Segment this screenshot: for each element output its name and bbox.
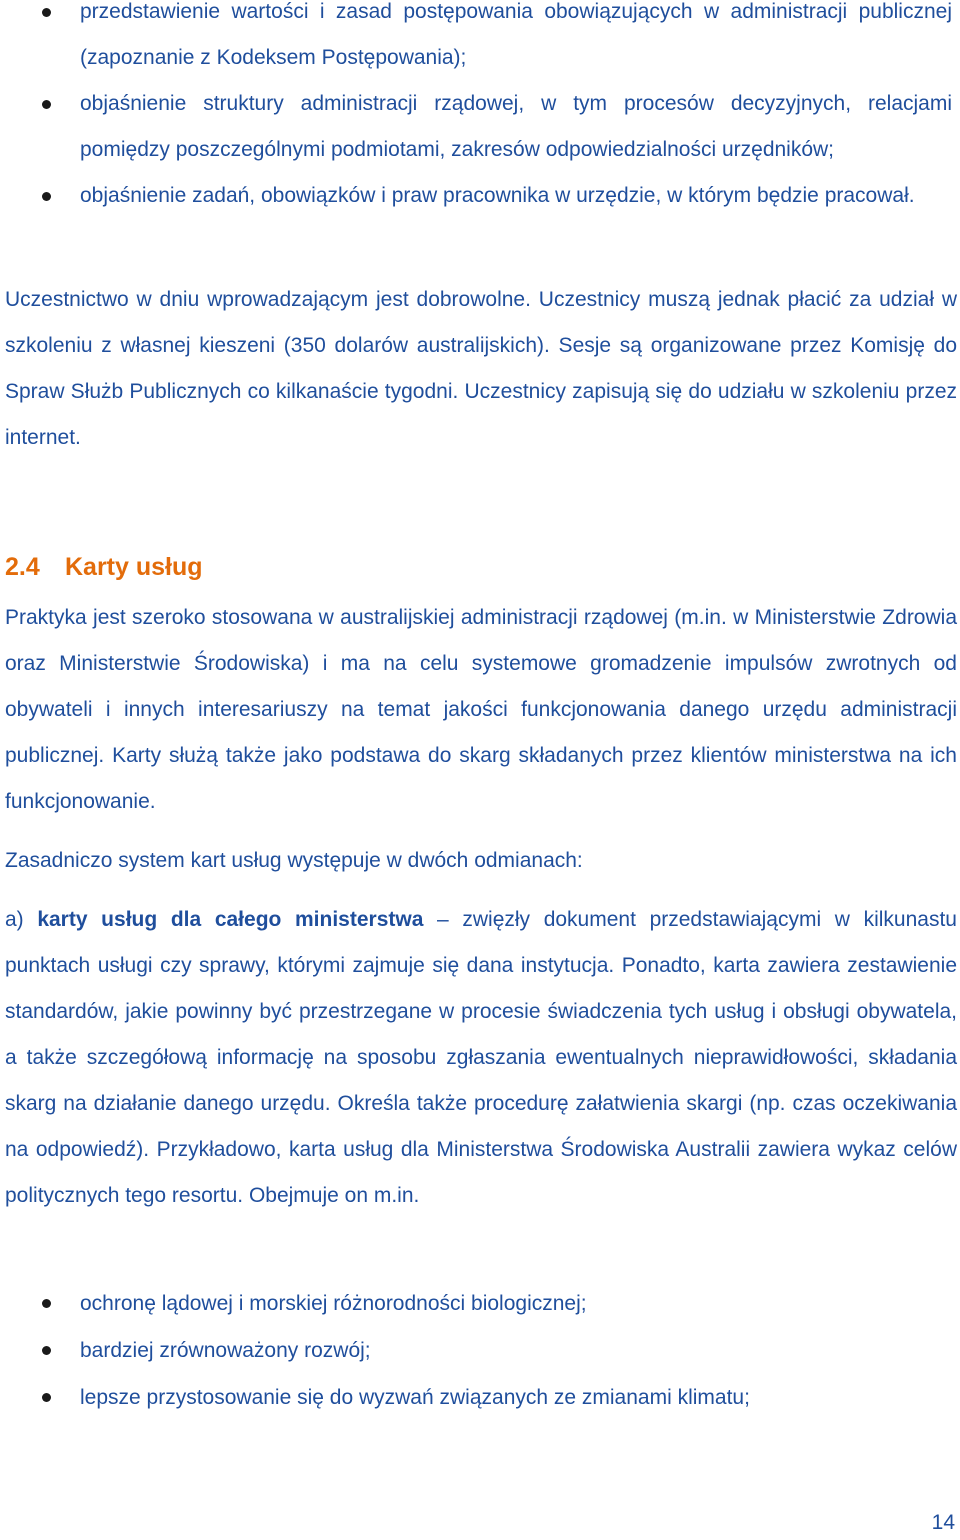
list-item — [0, 0, 960, 81]
list-item-text: objaśnienie struktury administracji rządowej, w tym procesów decyzyjnych, relacjami pomiędzy poszczególnymi podmiotami, zakresów odpowiedzialności urzędników; — [80, 92, 952, 161]
list-item-text: lepsze przystosowanie się do wyzwań związanych ze zmianami klimatu; — [80, 1386, 750, 1409]
list-item-text: bardziej zrównoważony rozwój; — [80, 1339, 371, 1362]
list-item — [0, 173, 960, 219]
section-number: 2.4 — [5, 553, 40, 581]
paragraph-variant-a — [5, 897, 957, 1219]
page-number: 14 — [931, 1511, 955, 1534]
list-item — [0, 1374, 960, 1421]
variant-prefix: a) — [5, 908, 38, 931]
paragraph-participation: Uczestnictwo w dniu wprowadzającym jest dobrowolne. Uczestnicy muszą jednak płacić za udział w szkoleniu z własnej kieszeni (350 dolarów australijskich). Sesje są organizowane przez Komisję do Spraw Służb Publicznych co kilkanaście tygodni. Uczestnicy zapisują się do udziału w szkoleniu przez internet. — [5, 288, 957, 449]
variant-description: – zwięzły dokument przedstawiającymi w kilkunastu punktach usługi czy sprawy, którymi zajmuje się dana instytucja. Ponadto, karta zawiera zestawienie standardów, jakie powinny być przestrzegane w procesie świadczenia tych usług i obsługi obywatela, a także szczegółową informację na sposobu zgłaszania ewentualnych nieprawidłowości, składania skarg na działanie danego urzędu. Określa także procedurę załatwienia skargi (np. czas oczekiwania na odpowiedź). Przykładowo, karta usług dla Ministerstwa Środowiska Australii zawiera wykaz celów politycznych tego resortu. Obejmuje on m.in. — [5, 908, 957, 1207]
list-item — [0, 1327, 960, 1374]
list-item — [0, 81, 960, 173]
list-item — [0, 1280, 960, 1327]
bullet-icon — [42, 192, 51, 201]
paragraph-variants: Zasadniczo system kart usług występuje w dwóch odmianach: — [5, 849, 583, 872]
bullet-list-bottom — [0, 1280, 960, 1421]
list-item-text: przedstawienie wartości i zasad postępowania obowiązujących w administracji publicznej (zapoznanie z Kodeksem Postępowania); — [80, 0, 952, 69]
bullet-icon — [42, 100, 51, 109]
variant-bold-term: karty usług dla całego ministerstwa — [37, 908, 424, 931]
section-title: Karty usług — [65, 553, 203, 581]
section-heading — [5, 544, 203, 590]
bullet-icon — [42, 1299, 51, 1308]
paragraph-practice: Praktyka jest szeroko stosowana w australijskiej administracji rządowej (m.in. w Ministerstwie Zdrowia oraz Ministerstwie Środowiska) i ma na celu systemowe gromadzenie impulsów zwrotnych od obywateli i innych interesariuszy na temat jakości funkcjonowania danego urzędu administracji publicznej. Karty służą także jako podstawa do skarg składanych przez klientów ministerstwa na ich funkcjonowanie. — [5, 606, 957, 813]
bullet-list-top — [0, 0, 960, 219]
list-item-text: objaśnienie zadań, obowiązków i praw pracownika w urzędzie, w którym będzie pracował. — [80, 184, 915, 207]
bullet-icon — [42, 1346, 51, 1355]
bullet-icon — [42, 1393, 51, 1402]
list-item-text: ochronę lądowej i morskiej różnorodności biologicznej; — [80, 1292, 587, 1315]
bullet-icon — [42, 8, 51, 17]
